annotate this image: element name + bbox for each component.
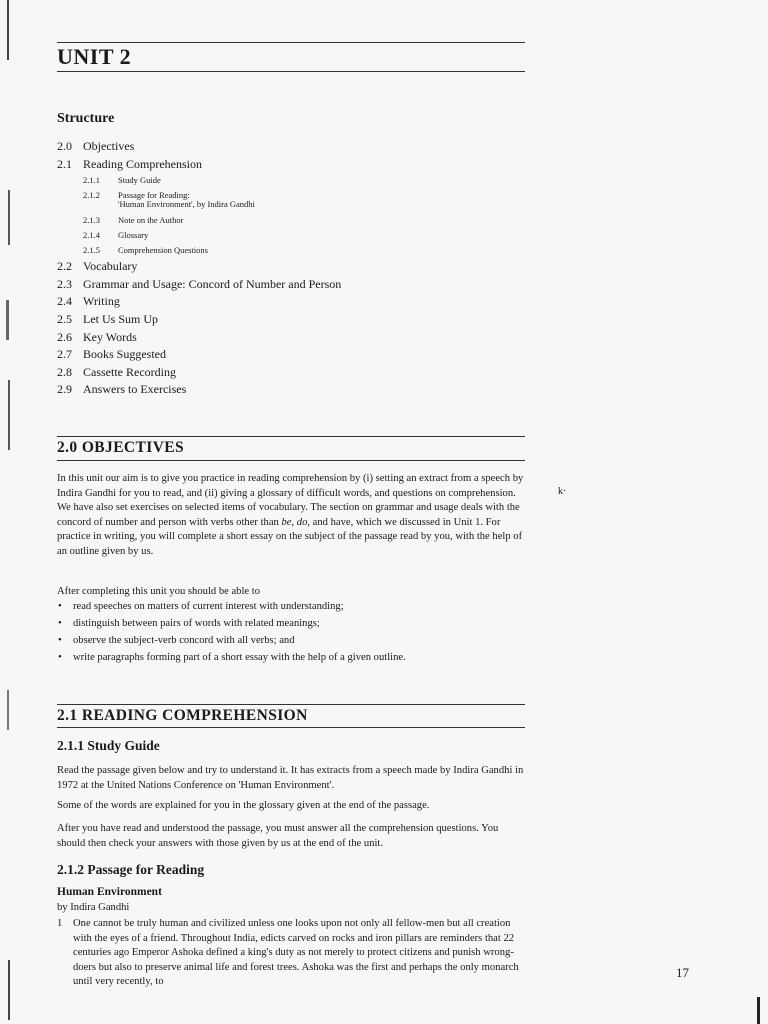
- paragraph-number: 1: [57, 918, 63, 929]
- toc-item: 2.8 Cassette Recording: [57, 364, 176, 379]
- toc-item: 2.0 Objectives: [57, 139, 135, 153]
- objectives-paragraph: In this unit our aim is to give you practice in reading comprehension by (i) setting an extract from a speech by Indira Gandhi for you to read, and (ii) giving a glossary of difficult words, and questions on comprehension. We have also set exercises on selected items of vocabulary. The section on grammar and usage deals with the concord of number and person with verbs other than be, do, and have, which we discussed in Unit 1. For practice in writing, you will complete a short essay on the subject of the passage read by you, with the help of an outline given by us.: [57, 473, 524, 557]
- objectives-heading: 2.0 OBJECTIVES: [57, 439, 185, 456]
- list-item: • read speeches on matters of current interest with understanding;: [57, 598, 529, 615]
- reading-top-rule: [57, 704, 525, 705]
- objectives-underline: [57, 460, 525, 461]
- list-item: • observe the subject-verb concord with all verbs; and: [57, 632, 529, 649]
- table-of-contents: [57, 138, 537, 399]
- study-guide-heading: 2.1.1 Study Guide: [57, 738, 160, 753]
- study-guide-paragraph: Read the passage given below and try to understand it. It has extracts from a speech made by Indira Gandhi in 1972 at the United Nations Conference on 'Human Environment'.: [57, 765, 524, 791]
- toc-subitem: 2.1.4 Glossary: [83, 230, 149, 241]
- unit-title: UNIT 2: [57, 44, 132, 69]
- top-rule: [57, 42, 525, 43]
- toc-item: 2.1 Reading Comprehension: [57, 156, 202, 171]
- toc-item: 2.7 Books Suggested: [57, 347, 167, 362]
- structure-heading: Structure: [57, 111, 115, 126]
- toc-subitem-detail: 'Human Environment', by Indira Gandhi: [118, 199, 255, 210]
- scan-edge-marks: [2, 0, 16, 1024]
- list-item: • write paragraphs forming part of a short essay with the help of a given outline.: [57, 649, 529, 666]
- passage-heading: 2.1.2 Passage for Reading: [57, 862, 205, 877]
- toc-item: 2.2 Vocabulary: [57, 259, 138, 274]
- study-guide-paragraph: After you have read and understood the passage, you must answer all the comprehension questions. You should then check your answers with those given by us at the end of the unit.: [57, 823, 499, 849]
- reading-underline: [57, 727, 525, 728]
- paragraph-text: One cannot be truly human and civilized unless one looks upon not only all fellow-men but all creation with the eyes of a friend. Throughout India, edicts carved on rocks and iron pillars are reminders that 22 centuries ago Emperor Ashoka defined a king's duty as not merely to protect citizens and punish wrong-doers but also to preserve animal life and forest trees. Ashoka was the first and perhaps the only monarch until very recently, to: [73, 918, 519, 987]
- toc-subitem: 2.1.2 Passage for Reading: 'Human Environment', by Indira Gandhi: [83, 190, 255, 210]
- scan-speck: k·: [558, 486, 567, 497]
- passage-author: by Indira Gandhi: [57, 902, 130, 913]
- objectives-list: [57, 598, 529, 666]
- objectives-lead-in: After completing this unit you should be able to: [57, 586, 261, 597]
- toc-item: 2.5 Let Us Sum Up: [57, 311, 158, 326]
- toc-item: 2.9 Answers to Exercises: [57, 382, 187, 397]
- toc-item: 2.3 Grammar and Usage: Concord of Number and Person: [57, 276, 342, 291]
- toc-subitem: 2.1.5 Comprehension Questions: [83, 245, 208, 256]
- study-guide-paragraph: Some of the words are explained for you in the glossary given at the end of the passage.: [57, 800, 430, 811]
- list-item: • distinguish between pairs of words with related meanings;: [57, 615, 529, 632]
- unit-underline: [57, 71, 525, 72]
- reading-heading: 2.1 READING COMPREHENSION: [57, 707, 308, 724]
- scan-edge-mark: [757, 997, 760, 1024]
- toc-subitem: 2.1.3 Note on the Author: [83, 215, 184, 226]
- toc-item: 2.4 Writing: [57, 294, 120, 309]
- passage-paragraph: [57, 917, 529, 990]
- page-number: 17: [676, 965, 689, 980]
- passage-title: Human Environment: [57, 886, 162, 898]
- objectives-top-rule: [57, 436, 525, 437]
- toc-item: 2.6 Key Words: [57, 329, 137, 344]
- toc-subitem: 2.1.1 Study Guide: [83, 175, 161, 186]
